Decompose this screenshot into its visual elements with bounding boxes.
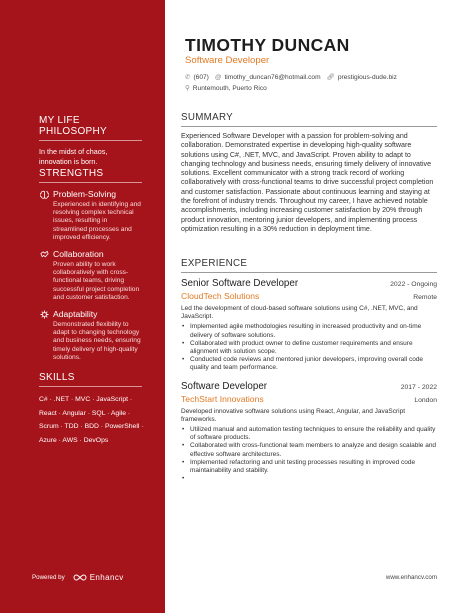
skill-row: Azure · AWS · DevOps bbox=[39, 436, 109, 444]
philosophy-section bbox=[39, 115, 142, 166]
job-title: Software Developer bbox=[181, 380, 268, 392]
candidate-name: TIMOTHY DUNCAN bbox=[185, 35, 350, 55]
infinity-icon bbox=[73, 574, 87, 581]
skills-section bbox=[39, 372, 142, 447]
strength-item bbox=[39, 189, 142, 242]
location: ⚲ Runtemouth, Puerto Rico bbox=[185, 85, 267, 92]
strengths-section bbox=[39, 168, 142, 369]
at-icon: @ bbox=[214, 74, 222, 81]
strength-title: Collaboration bbox=[53, 249, 104, 260]
strength-item bbox=[39, 309, 142, 362]
experience-section bbox=[181, 258, 437, 483]
job-bullets bbox=[181, 426, 437, 475]
gear-icon bbox=[39, 309, 49, 319]
skills-title: SKILLS bbox=[39, 372, 142, 387]
strengths-title: STRENGTHS bbox=[39, 168, 142, 183]
job-description: Developed innovative software solutions using React, Angular, and JavaScript frameworks. bbox=[181, 407, 406, 423]
job-location: London bbox=[414, 396, 437, 404]
footer-site-link[interactable]: www.enhancv.com bbox=[385, 574, 437, 581]
job-entry bbox=[181, 278, 437, 373]
strength-desc: Experienced in identifying and resolving complex technical issues, resulting in streamlined processes and improved efficiency. bbox=[53, 201, 141, 241]
strength-desc: Demonstrated flexibility to adapt to changing technology and business needs, ensuring timely delivery of high-quality solutions. bbox=[53, 321, 141, 361]
experience-title: EXPERIENCE bbox=[181, 258, 437, 273]
list-item: • Collaborated with cross-functional team members to analyze and design scalable and effective software architectures. bbox=[181, 442, 437, 458]
strength-item bbox=[39, 249, 142, 302]
list-item: • Implemented refactoring and unit testing processes resulting in improved code maintainability and stability. bbox=[181, 459, 437, 475]
skill-row: React · Angular · SQL · Agile · bbox=[39, 409, 131, 417]
job-company: CloudTech Solutions bbox=[181, 291, 260, 301]
sidebar bbox=[0, 0, 165, 613]
philosophy-title: MY LIFE PHILOSOPHY bbox=[39, 115, 142, 141]
phone-icon: ✆ bbox=[185, 74, 191, 81]
strength-title: Problem-Solving bbox=[53, 189, 117, 199]
phone[interactable]: ✆ (607) bbox=[185, 74, 209, 81]
powered-by-label: Powered by bbox=[32, 574, 65, 581]
list-item: • Collaborated with product owner to define customer requirements and ensure alignment with solution scope. bbox=[181, 340, 437, 356]
list-item: • Implemented agile methodologies resulting in increased productivity and on-time delivery of software solutions. bbox=[181, 323, 437, 339]
handshake-icon bbox=[39, 249, 49, 259]
list-item: • Conducted code reviews and mentored junior developers, improving overall code quality and team performance. bbox=[181, 356, 437, 372]
job-dates: 2017 - 2022 bbox=[400, 383, 437, 391]
job-description: Led the development of cloud-based software solutions using C#, .NET, MVC, and JavaScript. bbox=[181, 305, 418, 321]
job-bullets bbox=[181, 323, 437, 372]
brand-name: Enhancv bbox=[89, 573, 124, 582]
job-location: Remote bbox=[413, 294, 437, 301]
list-item: • Utilized manual and automation testing techniques to ensure the reliability and quality of software products. bbox=[181, 426, 437, 442]
powered-by bbox=[32, 573, 124, 582]
job-dates: 2022 - Ongoing bbox=[390, 281, 437, 288]
job-title: Senior Software Developer bbox=[181, 278, 299, 289]
summary-section bbox=[181, 112, 437, 234]
candidate-role: Software Developer bbox=[185, 55, 270, 66]
website[interactable]: 🔗︎ prestigious-dude.biz bbox=[326, 74, 397, 81]
job-entry bbox=[181, 381, 437, 476]
summary-title: SUMMARY bbox=[181, 112, 437, 127]
brain-icon bbox=[39, 189, 49, 199]
contact-info bbox=[185, 72, 403, 94]
brand-logo[interactable] bbox=[73, 573, 124, 582]
email[interactable]: @ timothy_duncan76@hotmail.com bbox=[214, 74, 321, 81]
link-icon: 🔗︎ bbox=[326, 74, 335, 81]
strength-title: Adaptability bbox=[53, 309, 98, 320]
job-company: TechStart Innovations bbox=[181, 393, 264, 404]
summary-text: Experienced Software Developer with a passion for problem-solving and collaboration. Demonstrated expertise in developing high-quality software solutions using C#, .NET, MVC, and JavaScript. Proven ability to adapt to changing technology and business needs, ensuring timely delivery of innovative solutions. Excellent communicator with a strong track record of working collaboratively with cross-functional teams to drive successful project completion and customer satisfaction. Passionate about continuous learning and staying at the forefront of industry trends. Throughout my career, I have achieved notable accomplishments, including increasing customer satisfaction by 20% through product innovation, mentoring junior developers, and implementing process optimization resulting in a 30% reduction in deployment time. bbox=[181, 132, 434, 233]
philosophy-text: In the midst of chaos, innovation is born. bbox=[39, 147, 108, 166]
skill-row: Scrum · TDD · BDD · PowerShell · bbox=[39, 423, 144, 431]
skill-row: C# · .NET · MVC · JavaScript · bbox=[39, 396, 133, 403]
strength-desc: Proven ability to work collaboratively with cross-functional teams, driving successful project completion and customer satisfaction. bbox=[53, 261, 140, 301]
location-pin-icon: ⚲ bbox=[185, 85, 190, 92]
